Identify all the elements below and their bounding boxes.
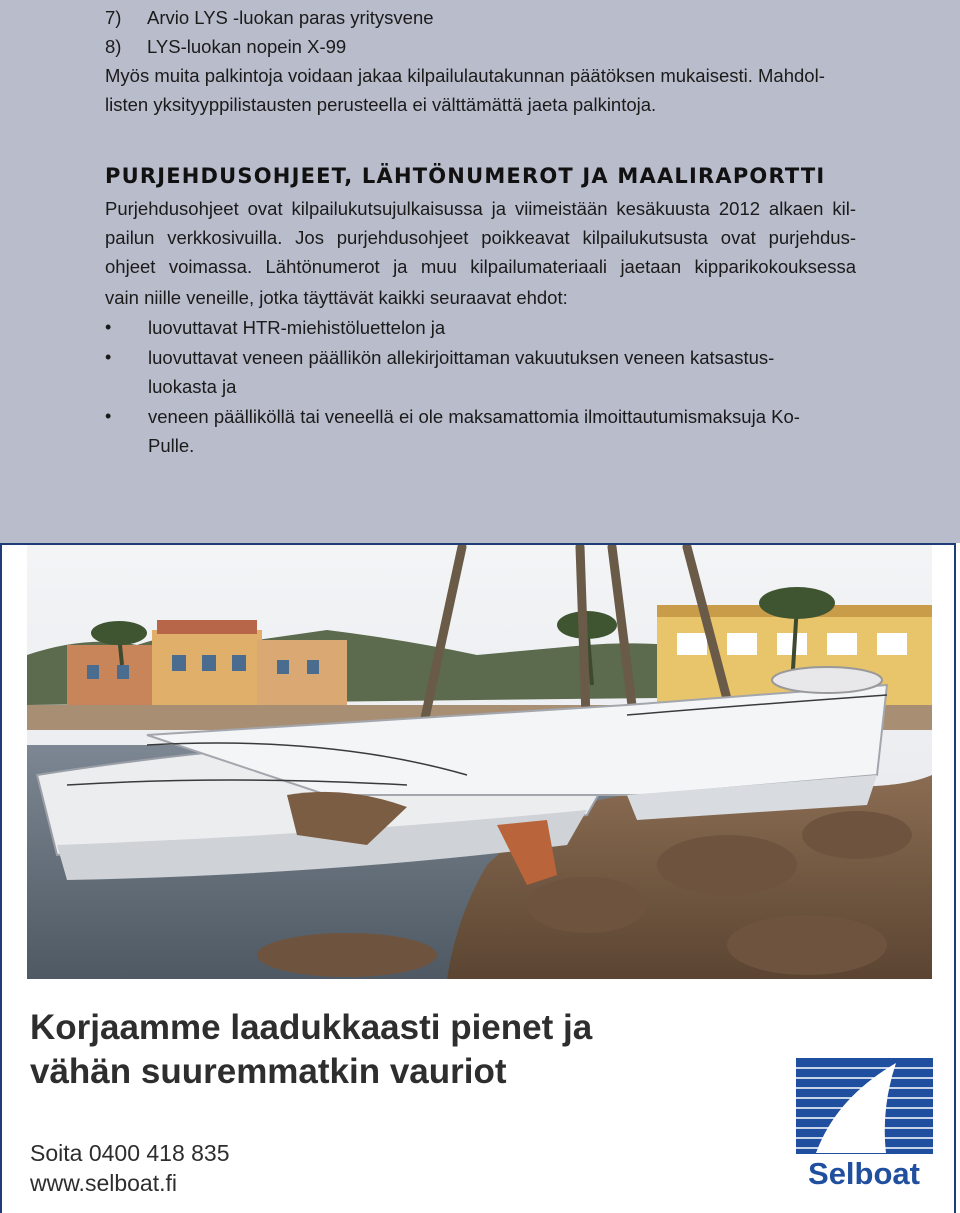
- ad-phone: Soita 0400 418 835: [30, 1140, 230, 1166]
- ad-headline: vähän suuremmatkin vauriot: [30, 1052, 507, 1091]
- list-item: 8) LYS-luokan nopein X-99: [105, 36, 347, 57]
- bullet-text: veneen päälliköllä tai veneellä ei ole maksamattomia ilmoittautumismaksuja Ko-: [148, 406, 800, 427]
- body-text: vain niille veneille, jotka täyttävät kaikki seuraavat ehdot:: [105, 287, 568, 308]
- intro-text: Myös muita palkintoja voidaan jakaa kilpailulautakunnan päätöksen mukaisesti. Mahdol-: [105, 65, 825, 86]
- list-item: 7) Arvio LYS -luokan paras yritysvene: [105, 7, 434, 28]
- rules-section: [0, 0, 960, 545]
- bullet-text: luovuttavat veneen päällikön allekirjoittaman vakuutuksen veneen katsastus-: [148, 347, 775, 368]
- selboat-logo: [796, 1058, 933, 1192]
- bullet-marker: •: [105, 347, 112, 367]
- intro-text: listen yksityyppilistausten perusteella ei välttämättä jaeta palkintoja.: [105, 94, 657, 115]
- body-text: pailun verkkosivuilla. Jos purjehdusohjeet poikkeavat kilpailukutsusta ovat purjehdus-: [105, 227, 856, 248]
- section-heading: PURJEHDUSOHJEET, LÄHTÖNUMEROT JA MAALIRAPORTTI: [105, 164, 826, 188]
- damaged-sailboat-photo: [27, 545, 932, 979]
- bullet-marker: •: [105, 406, 112, 426]
- body-text: ohjeet voimassa. Lähtönumerot ja muu kilpailumateriaali jaetaan kipparikokouksessa: [105, 256, 856, 277]
- logo-wordmark: Selboat: [808, 1156, 920, 1191]
- bullet-text: Pulle.: [148, 435, 195, 456]
- bullet-text: luovuttavat HTR-miehistöluettelon ja: [148, 317, 446, 338]
- ad-headline: Korjaamme laadukkaasti pienet ja: [30, 1008, 593, 1047]
- ad-website[interactable]: www.selboat.fi: [30, 1170, 178, 1196]
- bullet-marker: •: [105, 317, 112, 337]
- body-text: Purjehdusohjeet ovat kilpailukutsujulkaisussa ja viimeistään kesäkuusta 2012 alkaen kil-: [105, 198, 856, 219]
- selboat-advertisement: [0, 543, 960, 1213]
- bullet-text: luokasta ja: [148, 376, 237, 397]
